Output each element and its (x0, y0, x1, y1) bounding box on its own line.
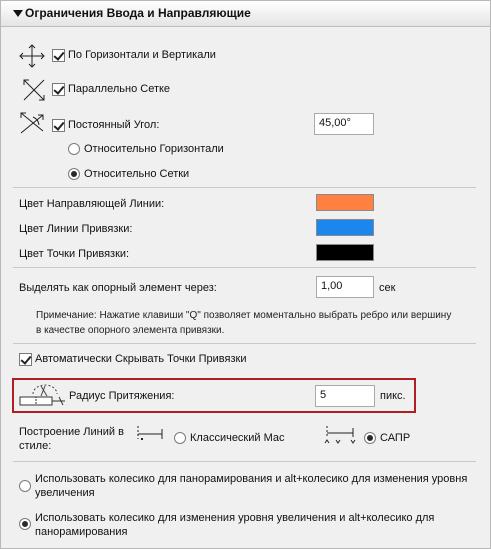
parallel-grid-label: Параллельно Сетке (68, 83, 171, 95)
parallel-grid-checkbox[interactable] (52, 83, 65, 96)
collapse-triangle-icon[interactable] (13, 10, 23, 17)
diagonal-grid-icon (23, 79, 45, 101)
cad-radio[interactable] (364, 432, 376, 444)
divider (13, 267, 476, 268)
angle-input[interactable]: 45,00° (314, 113, 374, 135)
magnet-radius-input[interactable]: 5 (315, 385, 375, 407)
reference-note-line2: в качестве опорного элемента привязки. (36, 325, 225, 336)
wheel-pan-radio[interactable] (19, 480, 31, 492)
line-style-label-line1: Построение Линий в (19, 426, 124, 438)
wheel-pan-label-line2: увеличения (35, 487, 95, 499)
crosshair-constraint-icon (19, 44, 45, 68)
wheel-zoom-radio[interactable] (19, 518, 31, 530)
wheel-zoom-label-line2: панорамирования (35, 526, 128, 538)
reference-delay-unit: сек (379, 282, 396, 294)
relative-horizontal-label: Относительно Горизонтали (84, 143, 224, 155)
magnet-radius-label: Радиус Притяжения: (69, 390, 175, 402)
guide-line-color-swatch[interactable] (316, 194, 374, 211)
reference-note-line1: Примечание: Нажатие клавиши "Q" позволяет моментально выбрать ребро или вершину (36, 310, 452, 321)
auto-hide-label: Автоматически Скрывать Точки Привязки (35, 353, 247, 365)
cad-label: САПР (380, 432, 411, 444)
snap-line-color-label: Цвет Линии Привязки: (19, 223, 133, 235)
snap-line-color-swatch[interactable] (316, 219, 374, 236)
cad-line-icon (323, 425, 361, 447)
snap-point-color-label: Цвет Точки Привязки: (19, 248, 130, 260)
reference-delay-input[interactable]: 1,00 (316, 276, 374, 298)
panel-title: Ограничения Ввода и Направляющие (25, 6, 251, 20)
wheel-zoom-label-line1: Использовать колесико для изменения уровня увеличения и alt+колесико для (35, 512, 435, 524)
snap-point-color-swatch[interactable] (316, 244, 374, 261)
auto-hide-checkbox[interactable] (19, 353, 32, 366)
divider (13, 461, 476, 462)
constant-angle-checkbox[interactable] (52, 119, 65, 132)
panel-header[interactable] (1, 1, 490, 27)
classic-mac-radio[interactable] (174, 432, 186, 444)
reference-delay-label: Выделять как опорный элемент через: (19, 282, 217, 294)
divider (13, 187, 476, 188)
constant-angle-label: Постоянный Угол: (68, 119, 160, 131)
magnet-radius-unit: пикс. (380, 390, 406, 402)
relative-grid-label: Относительно Сетки (84, 168, 190, 180)
relative-grid-radio[interactable] (68, 168, 80, 180)
classic-mac-line-icon (135, 425, 167, 445)
horiz-vert-label: По Горизонтали и Вертикали (68, 49, 216, 61)
line-style-label-line2: стиле: (19, 440, 52, 452)
divider (13, 343, 476, 344)
guide-line-color-label: Цвет Направляющей Линии: (19, 198, 165, 210)
wheel-pan-label-line1: Использовать колесико для панорамирования и alt+колесико для изменения уровня (35, 473, 468, 485)
classic-mac-label: Классический Мас (190, 432, 285, 444)
magnet-radius-icon (19, 382, 67, 408)
relative-horizontal-radio[interactable] (68, 143, 80, 155)
horiz-vert-checkbox[interactable] (52, 49, 65, 62)
angle-constraint-icon (19, 111, 47, 135)
